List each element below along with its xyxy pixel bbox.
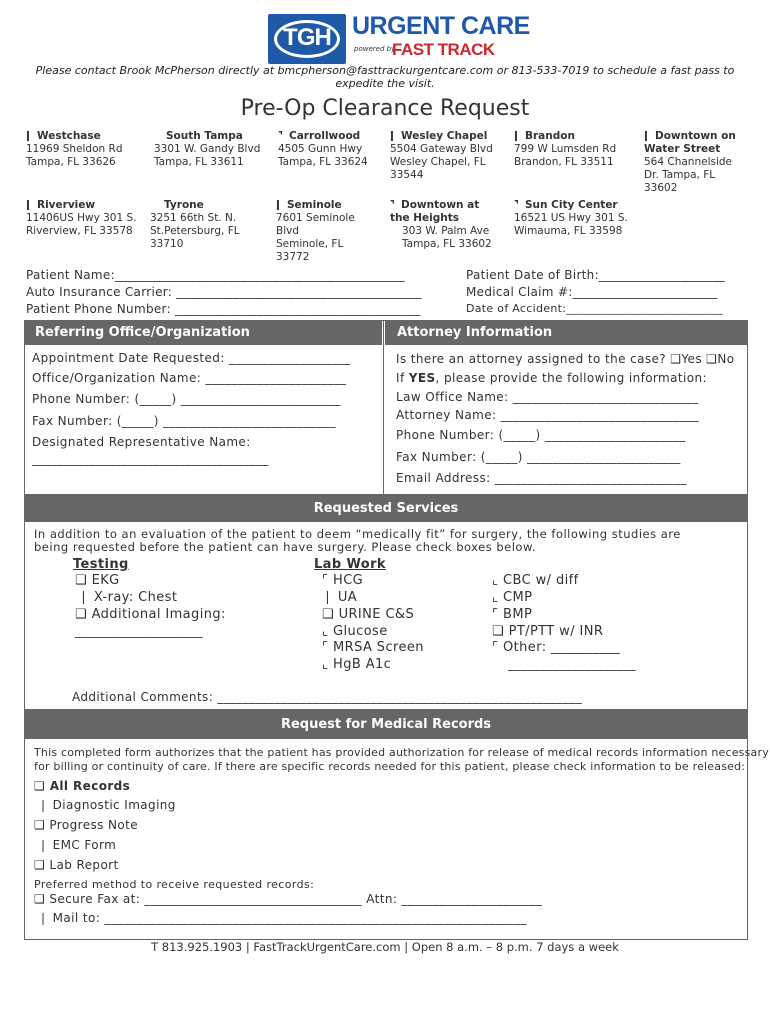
office-name-field[interactable]: Office/Organization Name: ______________________ xyxy=(32,371,347,385)
referring-office-header: Referring Office/Organization xyxy=(25,321,382,345)
medical-records-header: Request for Medical Records xyxy=(25,711,747,739)
lab-urine-checkbox[interactable]: ❑ URINE C&S xyxy=(322,607,415,622)
claim-number-field[interactable]: Medical Claim #:_______________________ xyxy=(466,285,718,299)
test-xray-checkbox[interactable]: ❘ X-ray: Chest xyxy=(78,590,178,605)
contact-instructions xyxy=(20,64,750,90)
lab-other-checkbox[interactable]: ⌜ Other: __________ xyxy=(492,640,621,655)
diagnostic-imaging-checkbox[interactable]: ❘ Diagnostic Imaging xyxy=(38,798,176,812)
footer-contact: T 813.925.1903 | FastTrackUrgentCare.com | Open 8 a.m. – 8 p.m. 7 days a week xyxy=(151,940,619,954)
lab-work-title: Lab Work xyxy=(314,557,386,572)
location-carrollwood[interactable]: ⌝ Carrollwood 4505 Gunn Hwy Tampa, FL 33624 xyxy=(278,130,368,168)
attorney-phone-field[interactable]: Phone Number: (_____) ______________________ xyxy=(396,428,686,442)
insurance-carrier-field[interactable]: Auto Insurance Carrier: _______________________________________ xyxy=(26,285,422,299)
lab-pt-ptt-checkbox[interactable]: ❑ PT/PTT w/ INR xyxy=(492,624,604,639)
test-ekg-checkbox[interactable]: ❑ EKG xyxy=(75,573,120,588)
services-intro-2: being requested before the patient can have surgery. Please check boxes below. xyxy=(34,540,536,554)
lab-report-checkbox[interactable]: ❑ Lab Report xyxy=(34,858,119,872)
location-sun-city-center[interactable]: ⌝ Sun City Center 16521 US Hwy 301 S. Wimauma, FL 33598 xyxy=(514,199,628,237)
location-tyrone[interactable]: Tyrone 3251 66th St. N. St.Petersburg, FL 33710 xyxy=(150,199,240,250)
emc-form-checkbox[interactable]: ❘ EMC Form xyxy=(38,838,117,852)
lab-cmp-checkbox[interactable]: ⌞ CMP xyxy=(492,590,533,605)
requested-services-header: Requested Services xyxy=(25,496,747,522)
location-riverview[interactable]: ǀ Riverview 11406US Hwy 301 S. Riverview, FL 33578 xyxy=(26,199,137,237)
test-imaging-checkbox[interactable]: ❑ Additional Imaging: xyxy=(75,607,226,622)
attorney-info-header: Attorney Information xyxy=(385,321,747,345)
lab-ua-checkbox[interactable]: ❘ UA xyxy=(322,590,358,605)
logo xyxy=(268,12,530,66)
lab-bmp-checkbox[interactable]: ⌜ BMP xyxy=(492,607,533,622)
urgent-care-logo-text: URGENT CARE xyxy=(352,12,530,40)
all-records-checkbox[interactable]: ❑ All Records xyxy=(34,779,131,793)
attorney-email-field[interactable]: Email Address: ______________________________ xyxy=(396,471,687,485)
progress-note-checkbox[interactable]: ❑ Progress Note xyxy=(34,818,139,832)
patient-name-field[interactable]: Patient Name:______________________________________________ xyxy=(26,268,405,282)
lab-cbc-checkbox[interactable]: ⌞ CBC w/ diff xyxy=(492,573,579,588)
accident-date-field[interactable]: Date of Accident:___________________________ xyxy=(466,302,723,315)
mail-to-field[interactable]: ❘ Mail to: __________________________________________________________________ xyxy=(38,911,527,925)
location-wesley-chapel[interactable]: ǀ Wesley Chapel 5504 Gateway Blvd Wesley Chapel, FL 33544 xyxy=(390,130,493,181)
law-office-field[interactable]: Law Office Name: _____________________________ xyxy=(396,390,699,404)
test-imaging-field[interactable]: ____________________ xyxy=(75,624,203,638)
attorney-name-field[interactable]: Attorney Name: _______________________________ xyxy=(396,408,700,422)
contact-line-2: expedite the visit. xyxy=(335,77,435,90)
representative-name-field[interactable]: _____________________________________ xyxy=(32,452,269,466)
location-westchase[interactable]: ǀ Westchase 11969 Sheldon Rd Tampa, FL 33626 xyxy=(26,130,123,168)
page-title: Pre-Op Clearance Request xyxy=(240,96,530,121)
location-brandon[interactable]: ǀ Brandon 799 W Lumsden Rd Brandon, FL 33511 xyxy=(514,130,617,168)
fast-track-logo-text: FAST TRACK xyxy=(392,40,495,59)
attorney-assigned-question[interactable]: Is there an attorney assigned to the case? ❑Yes ❑No xyxy=(396,352,735,366)
testing-title: Testing xyxy=(73,557,129,572)
additional-comments-field[interactable]: Additional Comments: _________________________________________________________ xyxy=(72,690,583,704)
referring-phone-field[interactable]: Phone Number: (_____) _________________________ xyxy=(32,392,341,406)
lab-hgb-checkbox[interactable]: ⌞ HgB A1c xyxy=(322,657,392,672)
referring-fax-field[interactable]: Fax Number: (_____) ___________________________ xyxy=(32,414,336,428)
powered-by-text: powered by xyxy=(354,45,396,53)
location-downtown-water-street[interactable]: ǀ Downtown on Water Street 564 Channelside Dr. Tampa, FL 33602 xyxy=(644,130,736,194)
lab-hcg-checkbox[interactable]: ⌜ HCG xyxy=(322,573,364,588)
secure-fax-field[interactable]: ❑ Secure Fax at: __________________________________ Attn: ______________________ xyxy=(34,892,543,906)
patient-phone-field[interactable]: Patient Phone Number: _______________________________________ xyxy=(26,302,421,316)
location-south-tampa[interactable]: South Tampa 3301 W. Gandy Blvd Tampa, FL 33611 xyxy=(154,130,261,168)
representative-name-label: Designated Representative Name: xyxy=(32,435,251,449)
attorney-fax-field[interactable]: Fax Number: (_____) ________________________ xyxy=(396,450,681,464)
lab-mrsa-checkbox[interactable]: ⌜ MRSA Screen xyxy=(322,640,424,655)
records-intro-1: This completed form authorizes that the patient has provided authorization for release of medical records information necessary xyxy=(34,746,769,759)
lab-other-field[interactable]: ____________________ xyxy=(508,657,636,671)
attorney-if-yes-text: If YES, please provide the following information: xyxy=(396,371,707,385)
tgh-logo-text: TGH xyxy=(283,24,331,51)
location-seminole[interactable]: ǀ Seminole 7601 Seminole Blvd Seminole, FL 33772 xyxy=(276,199,355,263)
services-intro-1: In addition to an evaluation of the patient to deem “medically fit” for surgery, the following studies are xyxy=(34,527,681,541)
records-intro-2: for billing or continuity of care. If there are specific records needed for this patient, please check information to be released: xyxy=(34,760,746,773)
preferred-method-label: Preferred method to receive requested records: xyxy=(34,878,315,891)
location-downtown-heights[interactable]: ⌝ Downtown at the Heights 303 W. Palm Ave Tampa, FL 33602 xyxy=(390,199,492,250)
contact-line-1: Please contact Brook McPherson directly at bmcpherson@fasttrackurgentcare.com or 813-533-7019 to schedule a fast pass to xyxy=(35,64,735,77)
section-divider xyxy=(383,320,384,495)
dob-field[interactable]: Patient Date of Birth:____________________ xyxy=(466,268,725,282)
lab-glucose-checkbox[interactable]: ⌞ Glucose xyxy=(322,624,388,639)
appointment-date-field[interactable]: Appointment Date Requested: ___________________ xyxy=(32,351,351,365)
